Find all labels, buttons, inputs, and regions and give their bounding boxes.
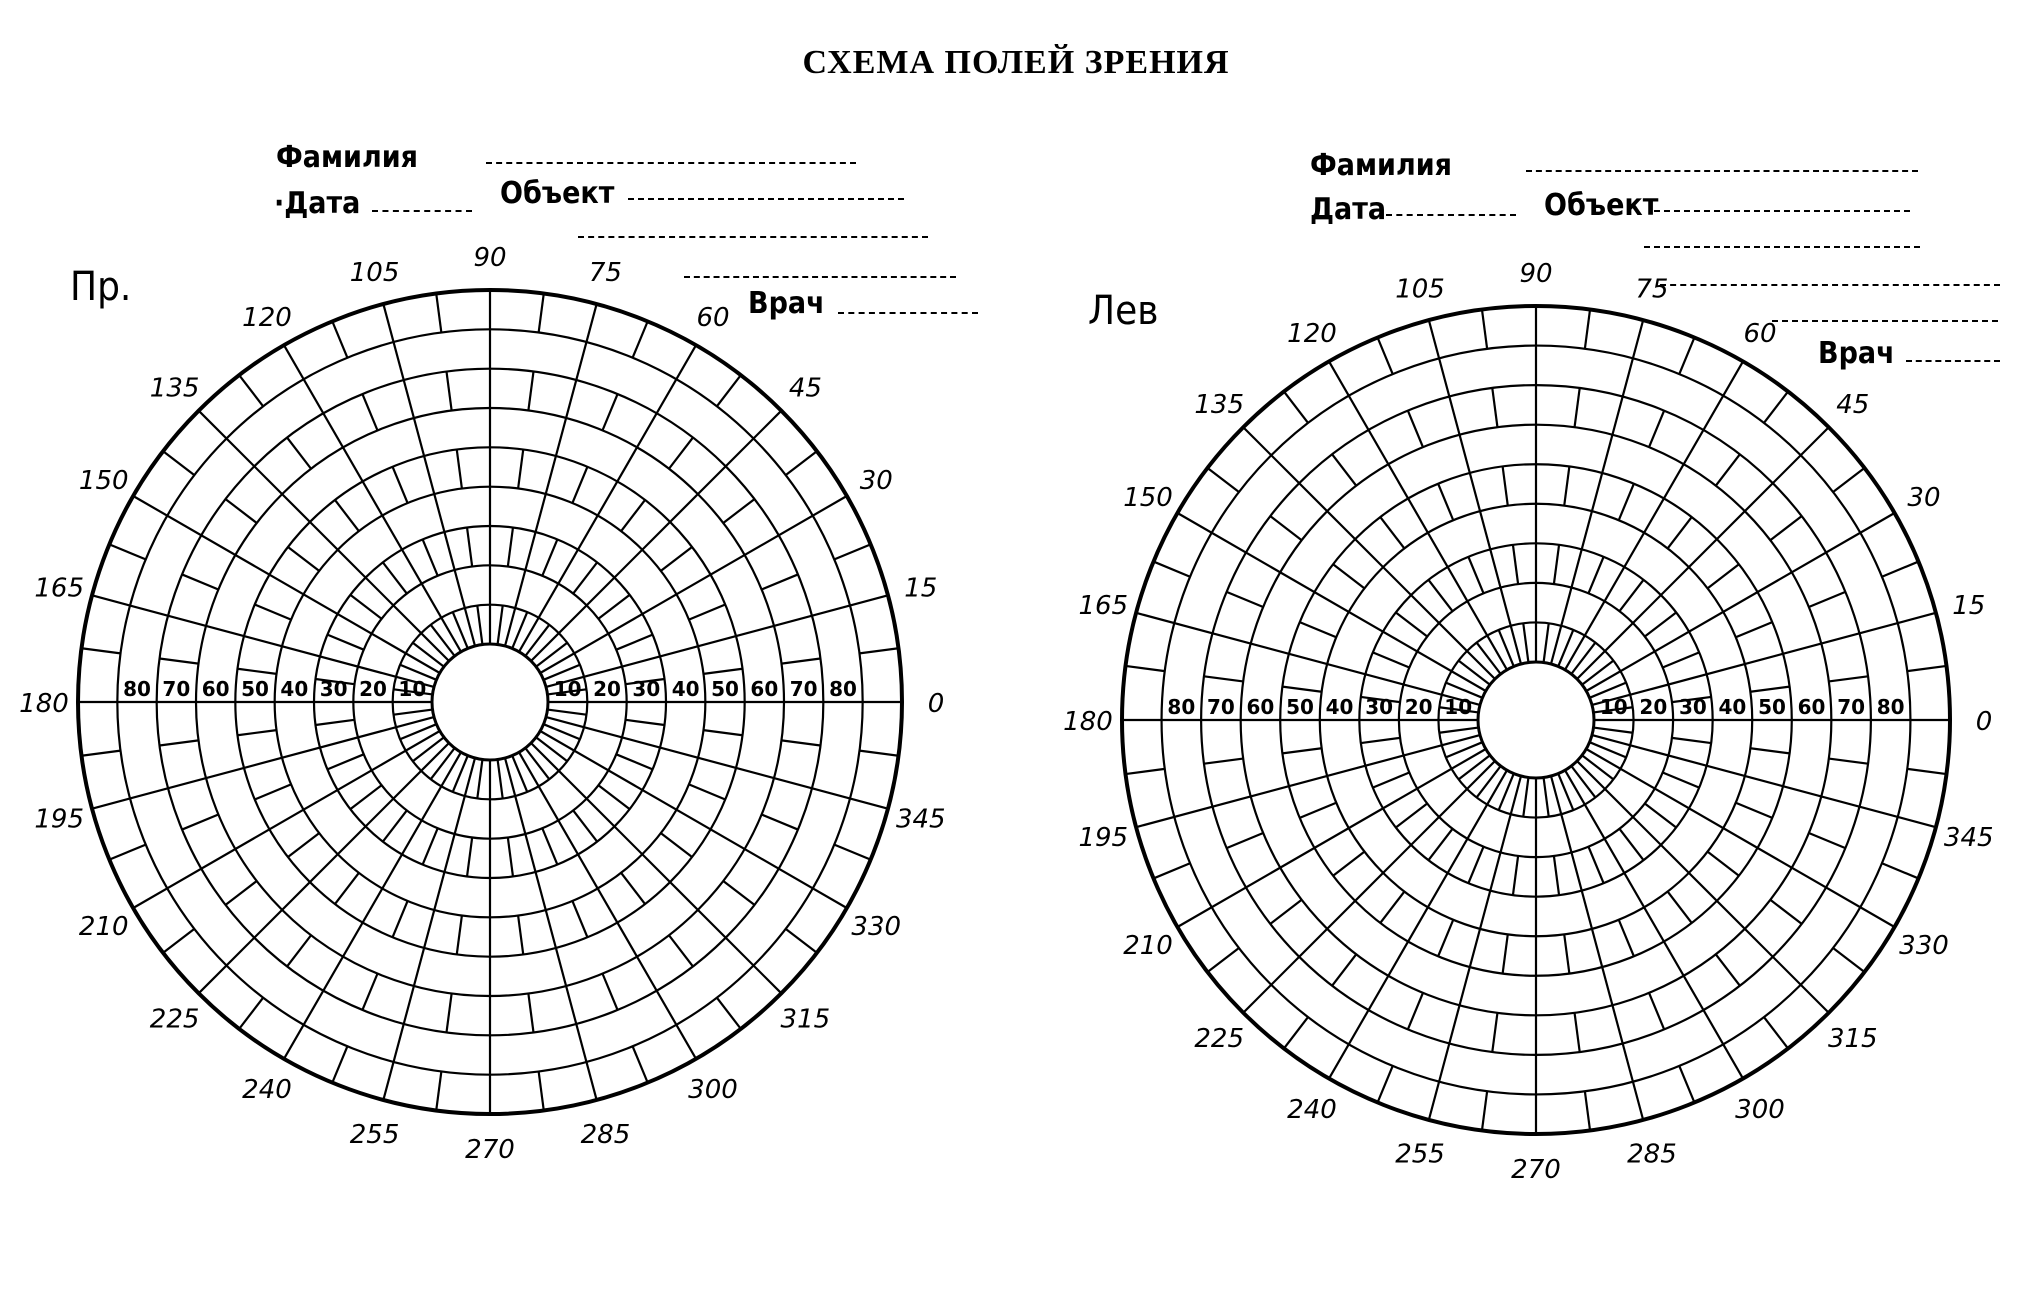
meridian-segment <box>1833 948 1864 972</box>
meridian-segment <box>1380 517 1404 548</box>
meridian-segment <box>1564 934 1569 973</box>
angle-label-240: 240 <box>242 1075 292 1106</box>
meridian-segment <box>1396 803 1427 827</box>
radius-label-70: 70 <box>1837 695 1866 719</box>
angle-label-345: 345 <box>895 804 946 835</box>
meridian-segment <box>1513 856 1518 895</box>
meridian-segment <box>1284 392 1308 423</box>
meridian-segment <box>1679 338 1694 375</box>
angle-label-225: 225 <box>1194 1023 1245 1054</box>
angle-label-60: 60 <box>696 302 730 333</box>
meridian-segment <box>1332 954 1356 985</box>
meridian-segment <box>1373 772 1410 787</box>
meridian-segment <box>1439 728 1478 733</box>
meridian-segment <box>1300 622 1337 637</box>
date-label-left: Дата <box>1310 192 1387 227</box>
angle-label-165: 165 <box>1078 591 1129 622</box>
meridian-segment <box>1770 900 1801 924</box>
meridian-segment <box>1373 652 1410 667</box>
angle-label-120: 120 <box>242 302 292 333</box>
meridian-line <box>1243 761 1495 1013</box>
meridian-segment <box>1770 516 1801 540</box>
meridian-segment <box>1503 934 1508 973</box>
meridian-segment <box>1284 1017 1308 1048</box>
meridian-segment <box>1438 484 1453 521</box>
meridian-segment <box>1408 411 1423 448</box>
angle-label-0: 0 <box>927 689 945 719</box>
date-label-right: ·Дата <box>274 186 361 221</box>
meridian-segment <box>1708 564 1739 588</box>
radius-label-60: 60 <box>201 677 230 701</box>
radius-label-30: 30 <box>632 677 661 701</box>
meridian-segment <box>1736 803 1773 818</box>
meridian-segment <box>1882 863 1919 878</box>
meridian-segment <box>1829 759 1868 764</box>
meridian-segment <box>1492 388 1497 427</box>
radius-label-10: 10 <box>1599 695 1628 719</box>
radius-label-60: 60 <box>750 677 779 701</box>
meridian-segment <box>1619 484 1634 521</box>
angle-label-0: 0 <box>1975 707 1993 737</box>
angle-label-255: 255 <box>1395 1139 1445 1170</box>
meridian-segment <box>1459 755 1490 779</box>
meridian-segment <box>1154 562 1191 577</box>
angle-label-45: 45 <box>1836 390 1870 421</box>
meridian-segment <box>1208 948 1239 972</box>
meridian-segment <box>1716 954 1740 985</box>
angle-label-195: 195 <box>1078 822 1129 853</box>
meridian-segment <box>1428 580 1452 611</box>
angle-label-330: 330 <box>1899 931 1949 961</box>
meridian-segment <box>1668 892 1692 923</box>
meridian-segment <box>1663 772 1700 787</box>
meridian-segment <box>1582 661 1613 685</box>
meridian-segment <box>1513 545 1518 584</box>
angle-label-330: 330 <box>851 912 902 942</box>
radius-label-80: 80 <box>1876 695 1905 719</box>
radius-label-30: 30 <box>1365 695 1394 719</box>
doctor-label-right: Врач <box>748 286 825 321</box>
angle-label-30: 30 <box>859 466 893 496</box>
meridian-segment <box>1575 388 1580 427</box>
radius-label-40: 40 <box>280 677 309 701</box>
meridian-segment <box>1300 803 1337 818</box>
meridian-segment <box>1544 778 1549 817</box>
radius-label-30: 30 <box>1678 695 1707 719</box>
radius-label-80: 80 <box>123 677 151 701</box>
angle-label-315: 315 <box>780 1004 831 1035</box>
meridian-segment <box>1672 738 1711 743</box>
meridian-segment <box>1282 748 1321 753</box>
angle-label-300: 300 <box>688 1075 738 1106</box>
meridian-segment <box>1503 466 1508 505</box>
meridian-segment <box>1716 454 1740 485</box>
meridian-segment <box>1378 338 1393 375</box>
angle-label-210: 210 <box>1123 931 1173 961</box>
meridian-segment <box>1270 516 1301 540</box>
meridian-segment <box>1575 1013 1580 1052</box>
surname-label-left: Фамилия <box>1310 148 1452 183</box>
meridian-segment <box>1380 892 1404 923</box>
angle-label-75: 75 <box>588 258 622 289</box>
angle-label-105: 105 <box>1395 274 1445 305</box>
meridian-segment <box>1544 623 1549 662</box>
meridian-segment <box>1523 623 1528 662</box>
angle-label-90: 90 <box>473 243 507 273</box>
meridian-segment <box>1645 803 1676 827</box>
meridian-segment <box>1204 676 1243 681</box>
meridian-segment <box>1468 847 1483 884</box>
meridian-segment <box>1833 468 1864 492</box>
radius-label-80: 80 <box>1167 695 1196 719</box>
radius-label-70: 70 <box>789 677 818 701</box>
meridian-segment <box>1126 769 1165 774</box>
meridian-segment <box>1750 687 1789 692</box>
radius-label-50: 50 <box>711 677 739 701</box>
angle-label-105: 105 <box>349 258 400 289</box>
angle-label-285: 285 <box>1627 1139 1677 1170</box>
angle-label-225: 225 <box>149 1004 200 1035</box>
meridian-segment <box>1408 993 1423 1030</box>
meridian-segment <box>1663 652 1700 667</box>
meridian-segment <box>1378 1066 1393 1103</box>
meridian-segment <box>1679 1066 1694 1103</box>
meridian-segment <box>1459 661 1490 685</box>
meridian-segment <box>1396 612 1427 636</box>
angle-label-120: 120 <box>1287 319 1337 350</box>
meridian-segment <box>1554 856 1559 895</box>
page-title: СХЕМА ПОЛЕЙ ЗРЕНИЯ <box>802 44 1230 81</box>
radius-label-60: 60 <box>1246 695 1275 719</box>
radius-label-70: 70 <box>162 677 191 701</box>
angle-label-210: 210 <box>78 912 129 942</box>
angle-label-15: 15 <box>904 573 938 604</box>
radius-label-20: 20 <box>1404 695 1433 719</box>
angle-label-180: 180 <box>19 689 69 719</box>
angle-label-60: 60 <box>1743 319 1777 350</box>
radius-label-50: 50 <box>1286 695 1314 719</box>
meridian-segment <box>1482 310 1487 349</box>
meridian-segment <box>1126 666 1165 671</box>
radius-label-20: 20 <box>1639 695 1668 719</box>
meridian-segment <box>1154 863 1191 878</box>
radius-label-40: 40 <box>1718 695 1747 719</box>
meridian-segment <box>1332 454 1356 485</box>
angle-label-150: 150 <box>1123 483 1173 513</box>
meridian-segment <box>1750 748 1789 753</box>
meridian-segment <box>1554 545 1559 584</box>
meridian-segment <box>1764 392 1788 423</box>
meridian-segment <box>1585 310 1590 349</box>
meridian-segment <box>1208 468 1239 492</box>
meridian-segment <box>1333 564 1364 588</box>
meridian-segment <box>1708 852 1739 876</box>
eye-label-right: Пр. <box>70 264 132 310</box>
angle-label-90: 90 <box>1519 259 1553 289</box>
angle-label-315: 315 <box>1827 1023 1878 1054</box>
meridian-segment <box>1477 766 1501 797</box>
radius-label-10: 10 <box>553 677 582 701</box>
object-label-left: Объект <box>1544 188 1659 223</box>
meridian-line <box>1577 427 1829 679</box>
meridian-segment <box>1438 920 1453 957</box>
meridian-segment <box>1585 1091 1590 1130</box>
angle-label-180: 180 <box>1063 707 1113 737</box>
doctor-label-left: Врач <box>1818 336 1895 371</box>
meridian-segment <box>1809 833 1846 848</box>
angle-label-15: 15 <box>1952 591 1986 622</box>
angle-label-75: 75 <box>1635 274 1669 305</box>
meridian-segment <box>1428 829 1452 860</box>
meridian-segment <box>1907 666 1946 671</box>
meridian-segment <box>1829 676 1868 681</box>
angle-label-150: 150 <box>78 466 129 496</box>
meridian-segment <box>1809 592 1846 607</box>
meridian-segment <box>1882 562 1919 577</box>
meridian-segment <box>1361 738 1400 743</box>
angle-label-285: 285 <box>580 1119 631 1150</box>
meridian-segment <box>1619 829 1643 860</box>
angle-label-240: 240 <box>1287 1094 1337 1125</box>
angle-label-345: 345 <box>1943 822 1994 853</box>
eye-label-left: Лев <box>1088 288 1159 334</box>
meridian-segment <box>1668 517 1692 548</box>
radius-label-10: 10 <box>1444 695 1473 719</box>
angle-label-270: 270 <box>465 1135 515 1165</box>
meridian-segment <box>1564 466 1569 505</box>
object-label-right: Объект <box>500 176 615 211</box>
meridian-segment <box>1645 612 1676 636</box>
meridian-segment <box>1907 769 1946 774</box>
meridian-segment <box>1588 557 1603 594</box>
radius-label-50: 50 <box>241 677 269 701</box>
radius-label-30: 30 <box>319 677 348 701</box>
center-ring <box>1478 662 1594 778</box>
meridian-segment <box>1594 728 1633 733</box>
radius-label-70: 70 <box>1206 695 1235 719</box>
meridian-segment <box>1571 766 1595 797</box>
surname-label-right: Фамилия <box>276 140 418 175</box>
meridian-line <box>1577 761 1829 1013</box>
meridian-segment <box>1523 778 1528 817</box>
angle-label-30: 30 <box>1907 483 1941 513</box>
meridian-segment <box>1477 643 1501 674</box>
radius-label-60: 60 <box>1797 695 1826 719</box>
meridian-segment <box>1619 580 1643 611</box>
radius-label-10: 10 <box>398 677 427 701</box>
meridian-segment <box>1764 1017 1788 1048</box>
angle-label-195: 195 <box>34 804 85 835</box>
meridian-segment <box>1588 847 1603 884</box>
date-label-right-text: Дата <box>284 186 361 221</box>
angle-label-135: 135 <box>1194 390 1245 421</box>
meridian-segment <box>1227 592 1264 607</box>
meridian-segment <box>1282 687 1321 692</box>
angle-label-300: 300 <box>1735 1094 1785 1125</box>
meridian-segment <box>1619 920 1634 957</box>
radius-label-20: 20 <box>593 677 621 701</box>
radius-label-40: 40 <box>671 677 700 701</box>
meridian-segment <box>1649 993 1664 1030</box>
angle-label-135: 135 <box>149 373 200 404</box>
meridian-segment <box>1649 411 1664 448</box>
meridian-segment <box>1333 852 1364 876</box>
angle-label-45: 45 <box>788 373 822 404</box>
meridian-segment <box>1492 1013 1497 1052</box>
angle-label-255: 255 <box>349 1119 400 1150</box>
meridian-segment <box>1482 1091 1487 1130</box>
meridian-segment <box>1468 557 1483 594</box>
meridian-segment <box>1736 622 1773 637</box>
angle-label-270: 270 <box>1511 1155 1561 1185</box>
meridian-segment <box>1270 900 1301 924</box>
radius-label-80: 80 <box>829 677 857 701</box>
angle-label-165: 165 <box>34 573 85 604</box>
radius-label-20: 20 <box>359 677 387 701</box>
meridian-segment <box>1582 755 1613 779</box>
meridian-segment <box>1227 833 1264 848</box>
radius-label-50: 50 <box>1758 695 1786 719</box>
meridian-segment <box>1204 759 1243 764</box>
radius-label-40: 40 <box>1325 695 1354 719</box>
meridian-segment <box>1571 643 1595 674</box>
meridian-line <box>1243 427 1495 679</box>
